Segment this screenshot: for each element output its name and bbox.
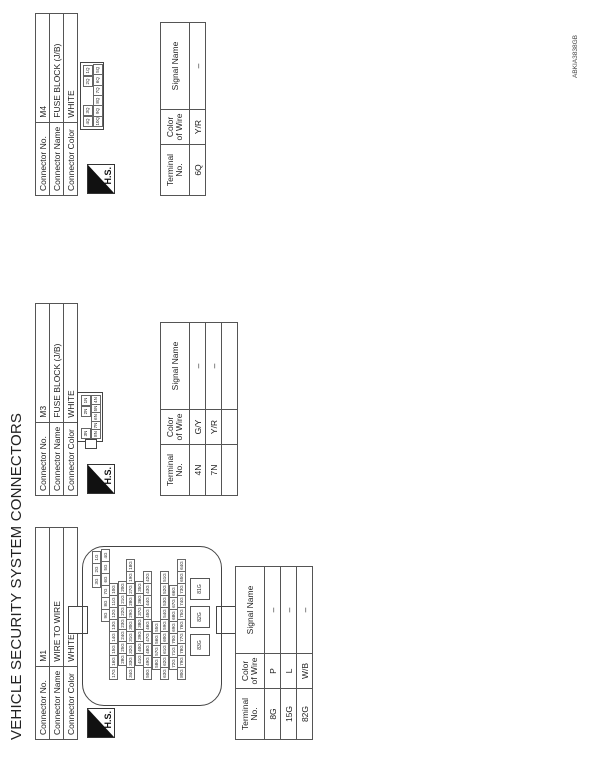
terminal-cell: 32G [126,643,135,656]
terminal-cell: 10G [109,583,118,596]
terminal-cell: 54G [160,607,169,620]
terminal-cell: 44G [143,595,152,608]
terminal-cell: 70G [169,633,178,646]
terminal-cell-large: 82G [190,606,210,628]
m1-signal-table [235,566,313,740]
terminal-cell: 35G [135,581,144,594]
terminal-cell: 78G [177,643,186,656]
m3-terminal-grid [80,395,100,439]
terminal-cell: 68G [169,609,178,622]
table-row: 4N G/Y – [190,323,206,496]
terminal-cell: 42G [143,571,152,584]
th-terminal: Terminal No. [236,689,265,740]
terminal-cell: 41G [135,653,144,666]
table-row: 8G P – [265,567,281,740]
th-wire: Color of Wire [161,410,190,445]
terminal-cell: 28G [126,595,135,608]
terminal-cell: 69G [169,621,178,634]
m1-no: M1 [36,527,50,666]
table-row: 7N Y/R – [206,323,222,496]
m4-color: WHITE [64,13,78,122]
harness-side-icon: H.S. [87,708,115,738]
m4-connector-diagram [80,62,104,130]
connector-m4-header [35,13,78,196]
terminal-cell: 52G [160,583,169,596]
terminal-cell: 71G [169,645,178,658]
terminal-cell: 22G [118,605,127,618]
terminal-cell: 43G [143,583,152,596]
terminal-cell: 3Q [83,105,93,116]
terminal-cell: 8G [101,597,110,610]
terminal-cell: 11G [109,595,118,608]
terminal-cell: 72G [169,657,178,670]
th-wire: Color of Wire [236,654,265,689]
label-connector-color: Connector Color [64,122,78,195]
terminal-cell: 9Q [93,105,103,117]
terminal-cell: 46G [143,619,152,632]
terminal-cell: 27G [126,583,135,596]
label-connector-no: Connector No. [36,422,50,495]
terminal-cell: 53G [160,595,169,608]
m3-signal-table [160,322,238,496]
terminal-cell-large: 83G [190,634,210,656]
terminal-cell: 64G [177,559,186,572]
terminal-cell: 2N [81,406,91,417]
terminal-cell: 60G [160,631,169,644]
th-signal: Signal Name [236,567,265,654]
th-terminal: Terminal No. [161,145,190,196]
terminal-cell: 34G [126,667,135,680]
m4-signal-table [160,22,206,196]
m1-color: WHITE [64,527,78,666]
page-title: VEHICLE SECURITY SYSTEM CONNECTORS [8,412,25,740]
image-code: ABKIA3838GB [572,35,579,78]
terminal-cell: 55G [152,621,161,634]
terminal-cell: 5Q [93,64,103,76]
harness-side-icon: H.S. [87,464,115,494]
terminal-cell: 7G [101,585,110,598]
terminal-cell: 47G [143,631,152,644]
terminal-cell: 21G [118,593,127,606]
terminal-cell: 63G [160,667,169,680]
terminal-cell: 66G [169,585,178,598]
m3-connector-diagram [77,392,103,442]
terminal-cell: 13G [109,619,118,632]
terminal-cell: 28G [118,653,127,666]
terminal-cell: 18G [126,559,135,572]
terminal-cell: 9G [101,609,110,622]
terminal-cell: 45G [143,607,152,620]
terminal-cell: 62G [160,655,169,668]
terminal-cell: 2G [92,563,101,576]
terminal-cell: 80G [177,667,186,680]
terminal-cell: 49G [143,655,152,668]
terminal-cell: 4N [91,395,101,405]
th-wire: Color of Wire [161,110,190,145]
terminal-cell: 2Q [83,76,93,87]
terminal-cell: 1N [81,395,91,406]
terminal-cell: 3G [92,575,101,588]
terminal-cell: 31G [126,631,135,644]
terminal-cell: 8Q [93,95,103,107]
terminal-cell: 37G [135,605,144,618]
terminal-cell: 7Q [93,85,103,97]
m1-terminal-grid [88,554,214,700]
terminal-cell: 38G [135,617,144,630]
terminal-cell: 74G [177,595,186,608]
label-connector-color: Connector Color [64,666,78,739]
terminal-cell: 76G [177,619,186,632]
m3-name: FUSE BLOCK (J/B) [50,303,64,422]
terminal-cell: 1Q [83,65,93,76]
terminal-cell: 48G [143,643,152,656]
terminal-cell: 20G [118,581,127,594]
label-connector-name: Connector Name [50,122,64,195]
label-connector-no: Connector No. [36,666,50,739]
terminal-cell: 24G [118,629,127,642]
th-signal: Signal Name [161,323,190,410]
terminal-cell: 8N [91,429,101,439]
m3-latch [85,439,97,449]
terminal-cell: 77G [177,631,186,644]
terminal-cell: 4Q [83,116,93,127]
label-connector-color: Connector Color [64,422,78,495]
terminal-cell: 57G [152,645,161,658]
terminal-cell: 40G [135,641,144,654]
terminal-cell: 58G [152,657,161,670]
terminal-cell: 50G [143,667,152,680]
terminal-cell: 15G [109,643,118,656]
terminal-cell: 6N [91,412,101,422]
terminal-cell: 12G [109,607,118,620]
label-connector-no: Connector No. [36,122,50,195]
terminal-cell: 51G [160,571,169,584]
terminal-cell: 79G [177,655,186,668]
terminal-cell: 30G [126,619,135,632]
terminal-cell: 17G [109,667,118,680]
terminal-cell-large: 81G [190,578,210,600]
terminal-cell: 56G [152,633,161,646]
th-terminal: Terminal No. [161,445,190,496]
harness-side-icon: H.S. [87,164,115,194]
m3-color: WHITE [64,303,78,422]
terminal-cell: 36G [135,593,144,606]
terminal-cell: 25G [118,641,127,654]
terminal-cell: 67G [169,597,178,610]
label-connector-name: Connector Name [50,422,64,495]
terminal-cell: 16G [109,655,118,668]
terminal-cell: 75G [177,607,186,620]
terminal-cell: 14G [109,631,118,644]
m4-no: M4 [36,13,50,122]
terminal-cell: 1G [92,551,101,564]
terminal-cell: 65G [177,571,186,584]
m4-terminal-grid [83,65,101,127]
terminal-cell: 3N [81,428,91,439]
terminal-cell: 39G [135,629,144,642]
table-row: 15G L – [281,567,297,740]
terminal-cell: 4G [101,549,110,562]
th-signal: Signal Name [161,23,190,110]
terminal-cell: 61G [160,643,169,656]
terminal-cell: 29G [126,607,135,620]
table-row [222,323,238,496]
terminal-cell: 19G [126,571,135,584]
terminal-cell: 6Q [93,74,103,86]
terminal-cell: 6G [101,573,110,586]
terminal-cell: 23G [118,617,127,630]
terminal-cell: 5G [101,561,110,574]
terminal-cell: 5N [91,404,101,414]
terminal-cell: 10Q [93,116,103,128]
m4-name: FUSE BLOCK (J/B) [50,13,64,122]
table-row: 6Q Y/R – [190,23,206,196]
table-row: 82G W/B – [297,567,313,740]
terminal-cell: 7N [91,421,101,431]
m1-connector-diagram [82,546,222,706]
terminal-cell: 73G [177,583,186,596]
terminal-cell: 59G [160,619,169,632]
label-connector-name: Connector Name [50,666,64,739]
m3-no: M3 [36,303,50,422]
m1-name: WIRE TO WIRE [50,527,64,666]
connector-m3-header [35,303,78,496]
terminal-cell: 33G [126,655,135,668]
